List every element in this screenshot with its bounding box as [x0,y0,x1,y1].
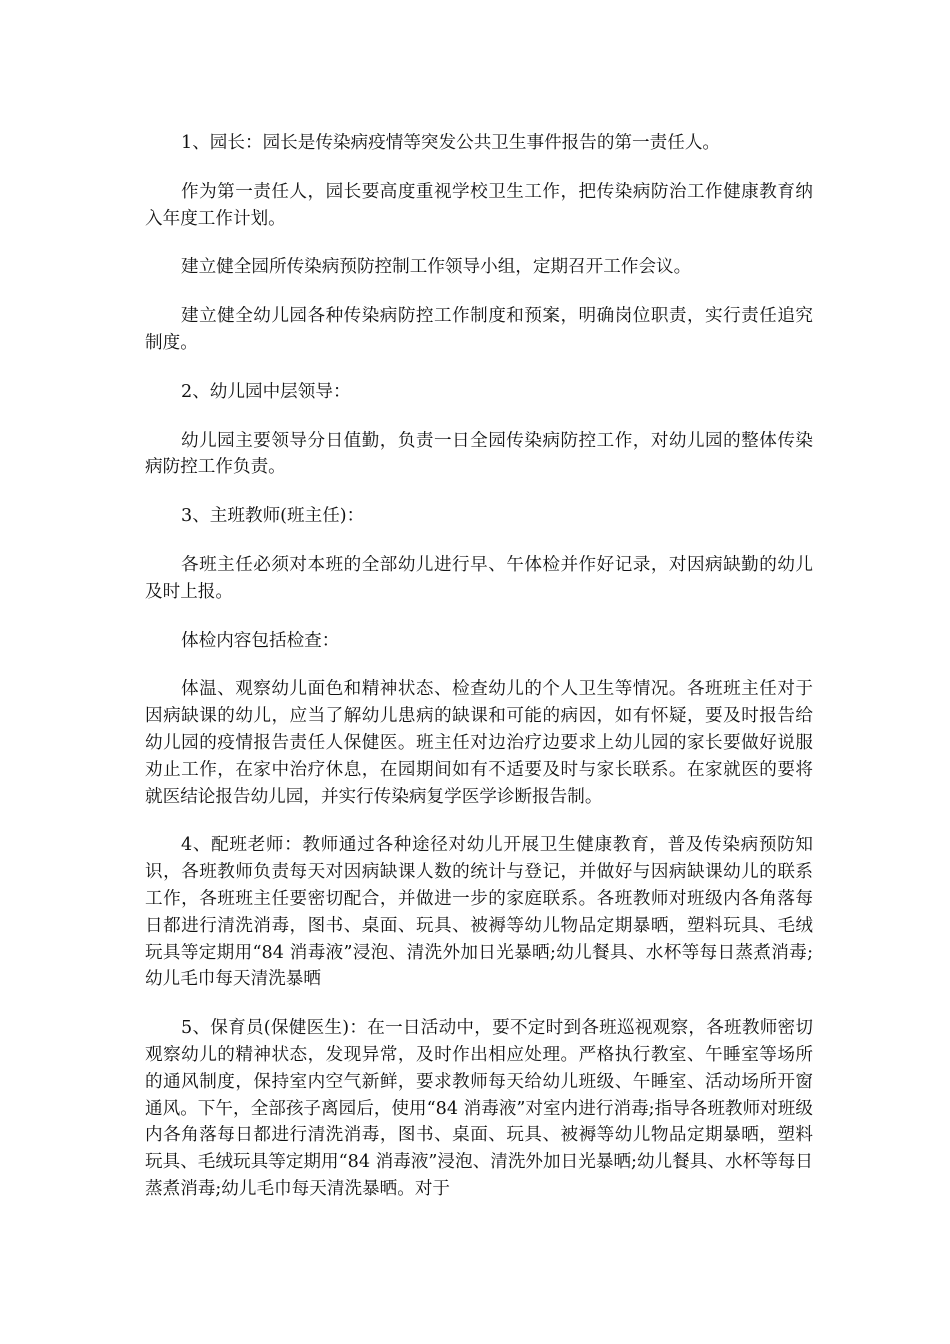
paragraph-principal: 1、园长：园长是传染病疫情等突发公共卫生事件报告的第一责任人。 [181,133,721,153]
paragraph-first-responsible: 作为第一责任人，园长要高度重视学校卫生工作，把传染病防治工作健康教育纳入年度工作计划。 [145,181,813,229]
paragraph-childcare-worker: 5、保育员(保健医生)：在一日活动中，要不定时到各班巡视观察，各班教师密切观察幼儿的精神状态，发现异常，及时作出相应处理。严格执行教室、午睡室等场所的通风制度，保持室内空气新鲜，要求教师每天给幼儿班级、午睡室、活动场所开窗通风。下午，全部孩子离园后，使用“84 消毒液”对室内进行消毒;指导各班教师对班级内各角落每日都进行清洗消毒，图书、桌面、玩具、被褥等幼儿物品定期暴晒，塑料玩具、毛绒玩具等定期用“84 消毒液”浸泡、清洗外加日光暴晒;幼儿餐具、水杯等每日蒸煮消毒;幼儿毛巾每天清洗暴晒。对于 [145,1018,813,1199]
paragraph-middle-leaders-heading: 2、幼儿园中层领导： [181,381,351,402]
paragraph-control-system: 建立健全幼儿园各种传染病防控工作制度和预案，明确岗位职责，实行责任追究制度。 [145,306,813,353]
document-body [145,130,813,1225]
paragraph-checkup-heading: 体检内容包括检查： [181,630,340,651]
paragraph-head-teacher-heading: 3、主班教师(班主任)： [181,506,365,527]
paragraph-head-teacher: 各班主任必须对本班的全部幼儿进行早、午体检并作好记录，对因病缺勤的幼儿及时上报。 [145,554,813,602]
paragraph-middle-leaders: 幼儿园主要领导分日值勤，负责一日全园传染病防控工作，对幼儿园的整体传染病防控工作负责。 [145,430,813,478]
paragraph-leading-group: 建立健全园所传染病预防控制工作领导小组，定期召开工作会议。 [181,257,692,278]
paragraph-checkup-details: 体温、观察幼儿面色和精神状态、检查幼儿的个人卫生等情况。各班班主任对于因病缺课的幼儿，应当了解幼儿患病的缺课和可能的病因，如有怀疑，要及时报告给幼儿园的疫情报告责任人保健医。班主任对边治疗边要求上幼儿园的家长要做好说服劝止工作，在家中治疗休息，在园期间如有不适要及时与家长联系。在家就医的要将就医结论报告幼儿园，并实行传染病复学医学诊断报告制。 [145,679,813,807]
paragraph-assistant-teacher: 4、配班老师：教师通过各种途径对幼儿开展卫生健康教育，普及传染病预防知识，各班教师负责每天对因病缺课人数的统计与登记，并做好与因病缺课幼儿的联系工作，各班班主任要密切配合，并做进一步的家庭联系。各班教师对班级内各角落每日都进行清洗消毒，图书、桌面、玩具、被褥等幼儿物品定期暴晒，塑料玩具、毛绒玩具等定期用“84 消毒液”浸泡、清洗外加日光暴晒;幼儿餐具、水杯等每日蒸煮消毒;幼儿毛巾每天清洗暴晒 [145,835,813,990]
